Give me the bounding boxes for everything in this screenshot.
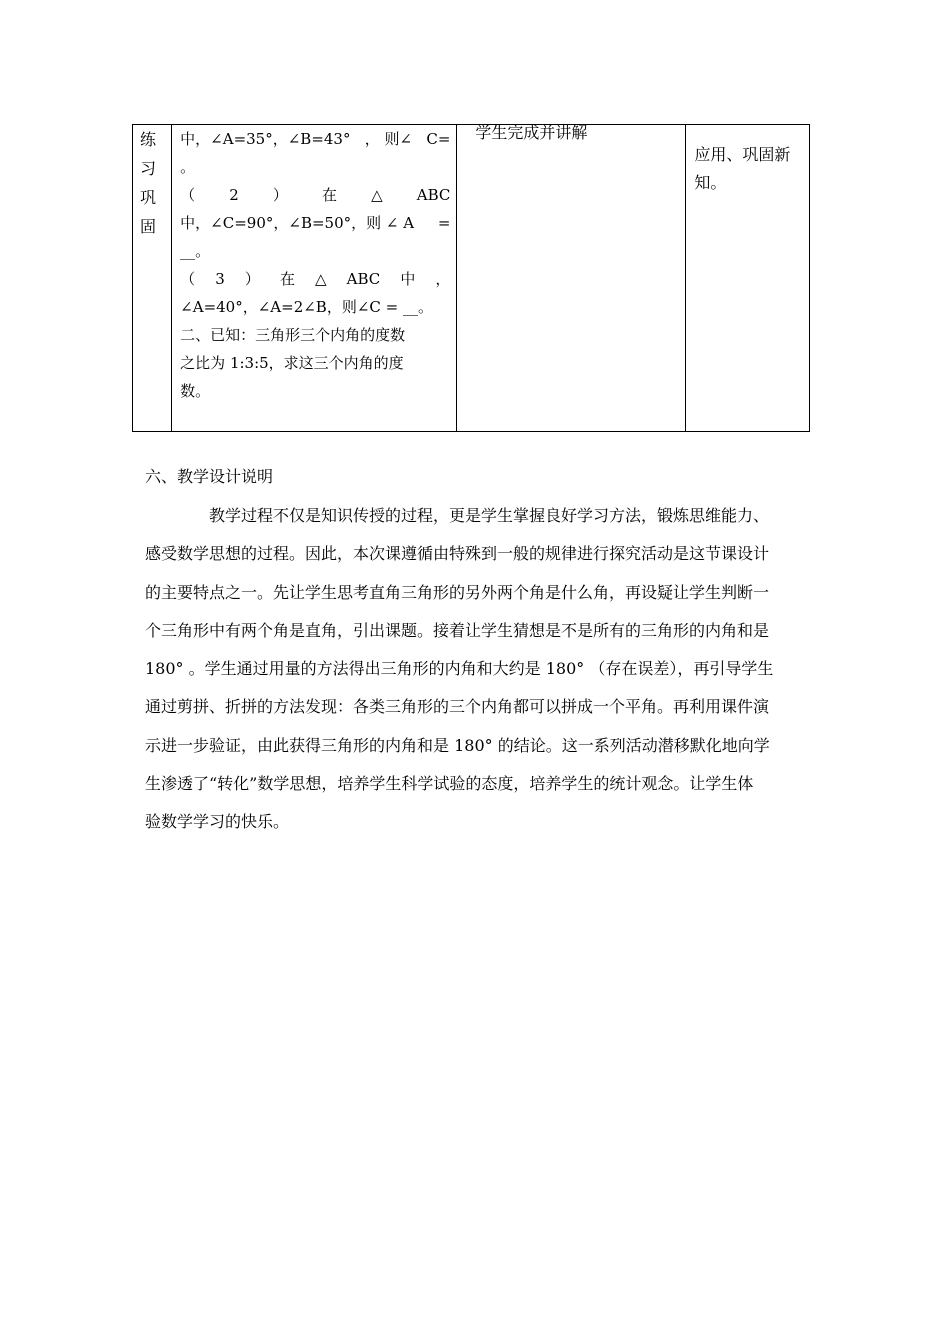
exercise-text: （	[180, 186, 196, 204]
stage-label-char: 习	[140, 159, 157, 178]
paragraph-line: 180° 。学生通过用量的方法得出三角形的内角和大约是 180° （存在误差），再引导学生	[145, 659, 774, 679]
exercise-line: __。	[180, 242, 211, 260]
exercise-text: （	[180, 270, 196, 288]
exercise-line: ∠A=40°，∠A=2∠B，则∠C = __。	[180, 298, 433, 316]
exercise-text: △	[371, 186, 383, 204]
exercise-line: 之比为 1:3:5，求这三个内角的度	[180, 354, 404, 372]
paragraph-line: 个三角形中有两个角是直角，引出课题。接着让学生猜想是不是所有的三角形的内角和是	[145, 620, 770, 640]
exercise-line: 二、已知：三角形三个内角的度数	[180, 326, 406, 344]
exercise-text: ABC	[346, 270, 381, 288]
stage-label-cell	[133, 125, 172, 432]
exercise-line	[180, 125, 450, 153]
exercise-text: 在	[279, 270, 295, 288]
paragraph-line: 教学过程不仅是知识传授的过程，更是学生掌握良好学习方法，锻炼思维能力、	[209, 506, 770, 525]
paragraph-line: 验数学学习的快乐。	[145, 812, 290, 832]
exercise-line	[180, 209, 450, 237]
design-intent-text: 知。	[694, 173, 727, 192]
paragraph-line: 示进一步验证，由此获得三角形的内角和是 180° 的结论。这一系列活动潜移默化地向学	[145, 735, 770, 755]
exercise-text: =	[437, 214, 451, 232]
lesson-table	[132, 124, 810, 432]
exercise-text: △	[315, 270, 327, 288]
paragraph-line: 通过剪拼、折拼的方法发现：各类三角形的三个内角都可以拼成一个平角。再利用课件演	[145, 697, 770, 717]
exercise-line: 。	[180, 158, 196, 176]
exercise-text: 2	[229, 186, 239, 204]
paragraph-line: 生渗透了“转化”数学思想，培养学生科学试验的态度，培养学生的统计观念。让学生体	[145, 774, 754, 794]
design-intent-cell	[686, 125, 810, 432]
table-row	[133, 125, 810, 432]
section-heading: 六、教学设计说明	[145, 467, 274, 486]
exercise-content-cell	[172, 125, 457, 432]
exercise-text: 中，∠A=35°，∠B=43°	[180, 130, 351, 148]
design-explanation-paragraph	[145, 497, 805, 842]
stage-label-char: 巩	[140, 188, 157, 207]
exercise-text: 在	[322, 186, 338, 204]
exercise-text: ，	[435, 270, 451, 288]
exercise-text: ）	[272, 186, 288, 204]
exercise-text: 中，∠C=90°，∠B=50°，则 ∠ A	[180, 214, 415, 232]
exercise-line: 数。	[180, 382, 211, 400]
student-activity-cell	[457, 125, 686, 432]
paragraph-line: 感受数学思想的过程。因此，本次课遵循由特殊到一般的规律进行探究活动是这节课设计	[145, 544, 770, 564]
exercise-text: 3	[215, 270, 225, 288]
stage-label-char: 练	[140, 130, 157, 149]
exercise-text: ABC	[416, 186, 451, 204]
exercise-text: C=	[426, 130, 451, 148]
exercise-text: ， 则∠	[364, 130, 413, 148]
student-activity-text: 学生完成并讲解	[475, 123, 588, 142]
exercise-text: ）	[244, 270, 260, 288]
design-intent-text: 应用、巩固新	[694, 145, 791, 164]
paragraph-line: 的主要特点之一。先让学生思考直角三角形的另外两个角是什么角，再设疑让学生判断一	[145, 582, 770, 602]
exercise-line	[180, 181, 450, 209]
exercise-text: 中	[400, 270, 416, 288]
exercise-line	[180, 265, 450, 293]
stage-label-char: 固	[140, 217, 157, 236]
